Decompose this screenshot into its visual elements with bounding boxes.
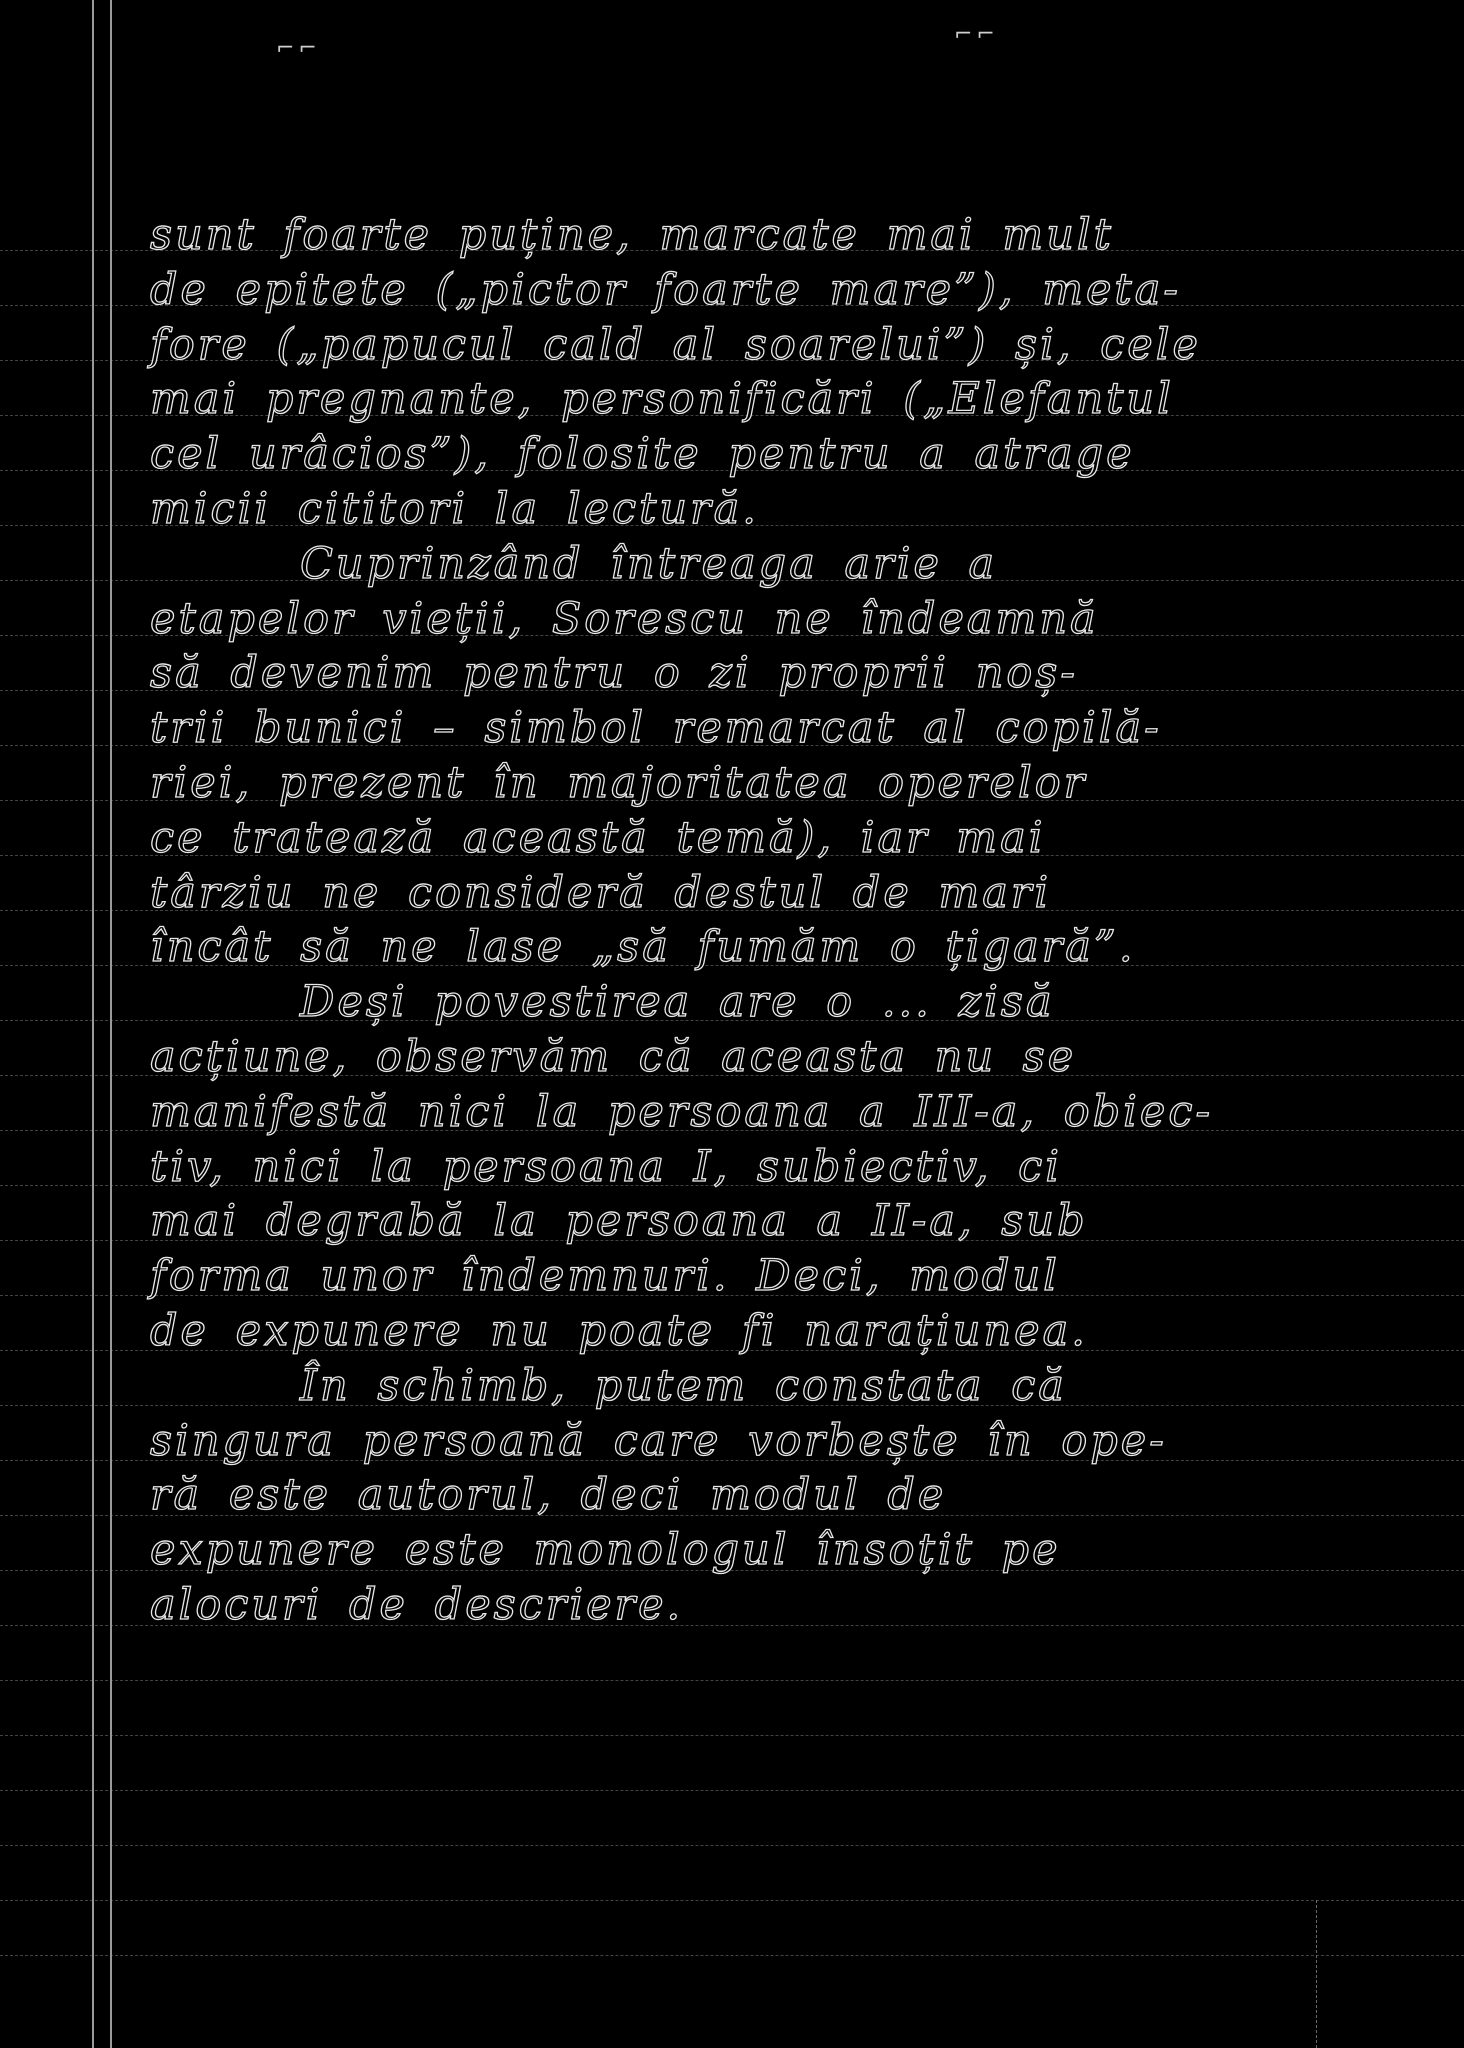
ruled-line bbox=[0, 1680, 1464, 1681]
text-line: expunere este monologul însoțit pe bbox=[150, 1525, 1061, 1576]
text-line: etapelor vieții, Sorescu ne îndeamnă bbox=[150, 593, 1099, 644]
text-line: riei, prezent în majoritatea operelor bbox=[150, 757, 1088, 808]
ruled-line bbox=[0, 1900, 1464, 1901]
ruled-line bbox=[0, 1955, 1464, 1956]
text-line: de expunere nu poate fi narațiunea. bbox=[150, 1305, 1088, 1356]
text-line: tiv, nici la persoana I, subiectiv, ci bbox=[150, 1141, 1062, 1192]
text-line: micii cititori la lectură. bbox=[150, 483, 759, 534]
text-line: mai pregnante, personificări („Elefantul bbox=[150, 374, 1174, 425]
ruled-line bbox=[0, 1845, 1464, 1846]
margin-line-outer bbox=[92, 0, 94, 2048]
text-line: alocuri de descriere. bbox=[150, 1579, 684, 1630]
text-line: ră este autorul, deci modul de bbox=[150, 1470, 947, 1521]
ruled-line bbox=[0, 1790, 1464, 1791]
header-mark-right: ⌐⌐ bbox=[954, 22, 999, 47]
text-line: ce tratează această temă), iar mai bbox=[150, 812, 1046, 863]
text-line: mai degrabă la persoana a II-a, sub bbox=[150, 1196, 1088, 1247]
text-line: cel urâcios”), folosite pentru a atrage bbox=[150, 429, 1135, 480]
text-line: singura persoană care vorbește în ope- bbox=[150, 1415, 1167, 1466]
text-line: sunt foarte puține, marcate mai mult bbox=[150, 210, 1114, 260]
text-line: încât să ne lase „să fumăm o țigară”. bbox=[150, 922, 1136, 973]
ruled-line bbox=[0, 1735, 1464, 1736]
text-line: În schimb, putem constata că bbox=[300, 1360, 1067, 1411]
text-line: fore („papucul cald al soarelui”) și, cele bbox=[150, 319, 1201, 370]
text-line: Cuprinzând întreaga arie a bbox=[300, 538, 998, 589]
text-line: să devenim pentru o zi proprii noș- bbox=[150, 648, 1078, 699]
text-line: Deși povestirea are o ... zisă bbox=[300, 977, 1055, 1028]
text-line: de epitete („pictor foarte mare”), meta- bbox=[150, 264, 1181, 315]
text-line: acțiune, observăm că aceasta nu se bbox=[150, 1031, 1077, 1082]
handwritten-text bbox=[150, 208, 1410, 1633]
header-mark-left: ⌐⌐ bbox=[276, 36, 321, 61]
text-line: târziu ne consideră destul de mari bbox=[150, 867, 1052, 918]
text-line: trii bunici – simbol remarcat al copilă- bbox=[150, 703, 1162, 754]
footer-rule bbox=[1316, 1900, 1317, 2048]
text-line: forma unor îndemnuri. Deci, modul bbox=[150, 1251, 1060, 1302]
text-line: manifestă nici la persoana a III-a, obiec- bbox=[150, 1086, 1213, 1137]
margin-line-inner bbox=[110, 0, 112, 2048]
